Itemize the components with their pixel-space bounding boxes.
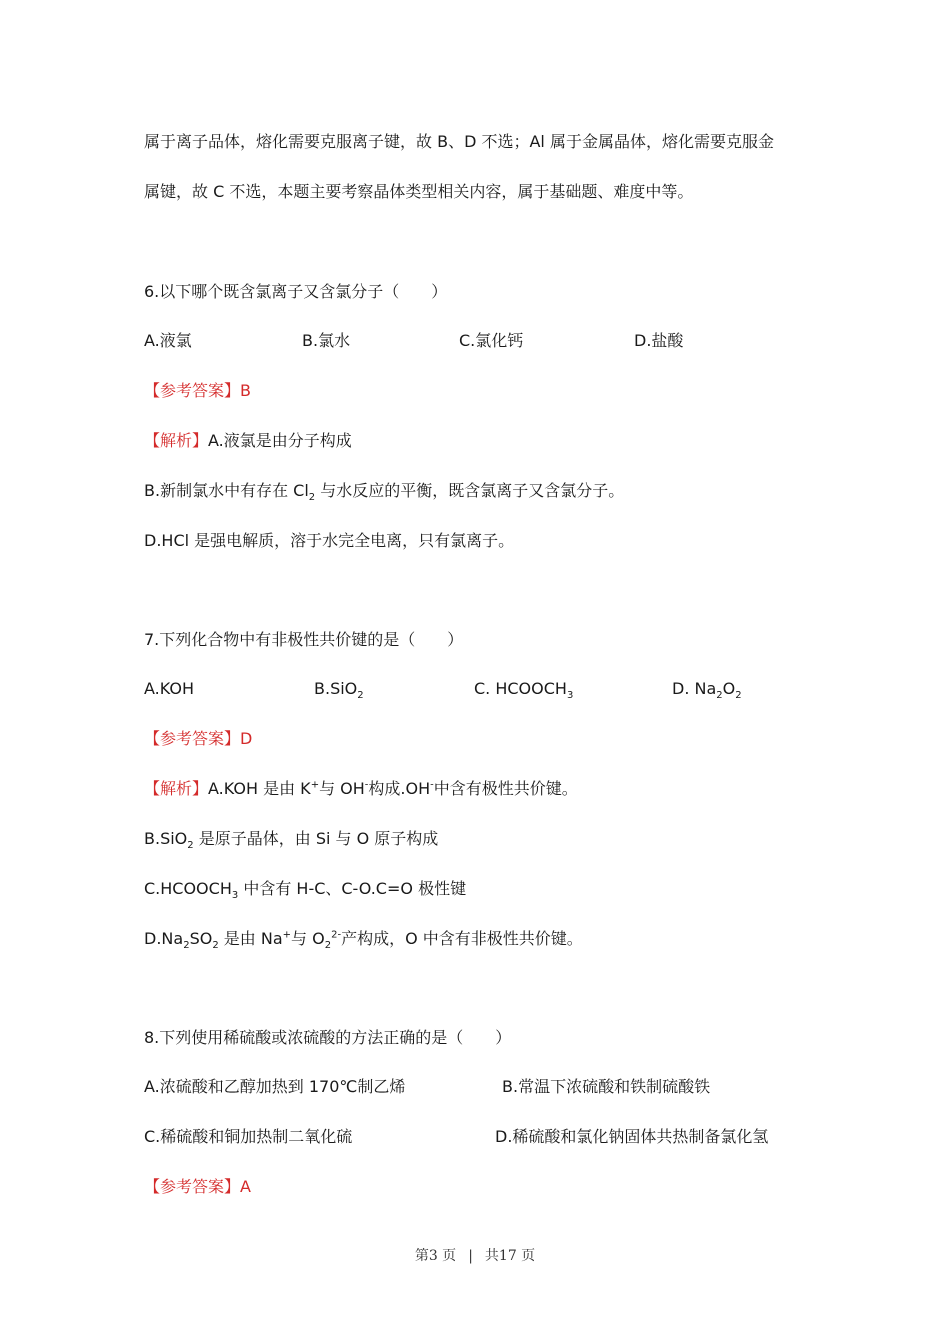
text: B.SiO: [314, 679, 358, 698]
question-7-stem: 7.下列化合物中有非极性共价键的是（ ）: [144, 630, 464, 649]
subscript: 2: [183, 940, 190, 952]
superscript: 2-: [331, 929, 342, 941]
page-number: 第3 页: [414, 1248, 457, 1264]
analysis-text: A.液氯是由分子构成: [208, 431, 352, 450]
subscript: 3: [231, 890, 239, 902]
page-total: 共17 页: [484, 1248, 536, 1264]
superscript: -: [364, 779, 369, 791]
text: 中含有 H-C、C-O.C=O 极性键: [238, 879, 467, 898]
q6-answer: [144, 380, 251, 402]
q7-analysis-3: [144, 878, 466, 900]
text: 中含有极性共价键。: [433, 779, 578, 798]
subscript: 2: [735, 690, 742, 702]
q7-option-c: [474, 678, 573, 700]
q6-option-c: C.氯化钙: [459, 331, 524, 350]
analysis-tag: 【解析】: [144, 431, 209, 450]
subscript: 2: [716, 690, 723, 702]
q8-option-a: A.浓硫酸和乙醇加热到 170℃制乙烯: [144, 1077, 406, 1096]
text: 构成.OH: [368, 779, 431, 798]
text: SO: [189, 929, 213, 948]
question-6-stem: 6.以下哪个既含氯离子又含氯分子（ ）: [144, 282, 448, 301]
text: O: [722, 679, 736, 698]
subscript: 2: [187, 840, 194, 852]
text: C.HCOOCH: [144, 879, 232, 898]
analysis-tag: 【解析】: [144, 779, 209, 798]
q8-option-d: D.稀硫酸和氯化钠固体共热制备氯化氢: [495, 1127, 769, 1146]
subscript: 2: [212, 940, 219, 952]
superscript: +: [310, 779, 320, 791]
text: B.SiO: [144, 829, 188, 848]
answer-value: D: [240, 729, 253, 748]
q7-option-a: A.KOH: [144, 679, 194, 698]
superscript: +: [282, 929, 292, 941]
intro-line-2: 属键，故 C 不选，本题主要考察晶体类型相关内容，属于基础题、难度中等。: [144, 182, 694, 201]
q6-analysis-2: [144, 480, 624, 502]
q7-analysis-4: [144, 928, 583, 950]
text: 产构成，O 中含有非极性共价键。: [341, 929, 583, 948]
answer-tag: 【参考答案】: [144, 1177, 241, 1196]
q7-option-d: [672, 678, 742, 700]
text: B.新制氯水中有存在 Cl: [144, 481, 309, 500]
q8-answer: [144, 1176, 251, 1198]
subscript: 2: [308, 492, 316, 504]
q8-option-c: C.稀硫酸和铜加热制二氧化硫: [144, 1127, 353, 1146]
q7-answer: [144, 728, 252, 750]
text: D.Na: [144, 929, 184, 948]
answer-value: A: [240, 1177, 251, 1196]
q6-analysis-3: D.HCl 是强电解质，溶于水完全电离，只有氯离子。: [144, 531, 515, 550]
subscript: 2: [357, 690, 364, 702]
answer-tag: 【参考答案】: [144, 381, 241, 400]
text: 与 O: [291, 929, 325, 948]
text: C. HCOOCH: [474, 679, 567, 698]
intro-line-1: 属于离子品体，熔化需要克服离子键，故 B、D 不选；Al 属于金属晶体，熔化需要克服金: [144, 132, 774, 151]
page-footer: [0, 1245, 950, 1265]
text: 与水反应的平衡，既含氯离子又含氯分子。: [315, 481, 625, 500]
text: A.KOH 是由 K: [208, 779, 311, 798]
text: 是由 Na: [218, 929, 283, 948]
q7-option-b: [314, 678, 364, 700]
footer-separator: |: [468, 1248, 473, 1264]
q6-option-a: A.液氯: [144, 331, 192, 350]
superscript: -: [430, 779, 434, 791]
question-8-stem: 8.下列使用稀硫酸或浓硫酸的方法正确的是（ ）: [144, 1028, 512, 1047]
q6-option-b: B.氯水: [302, 331, 351, 350]
q6-analysis-1: [144, 430, 352, 452]
text: 与 OH: [319, 779, 365, 798]
text: D. Na: [672, 679, 717, 698]
answer-tag: 【参考答案】: [144, 729, 241, 748]
q6-option-d: D.盐酸: [634, 331, 684, 350]
subscript: 3: [566, 690, 574, 702]
answer-value: B: [240, 381, 251, 400]
q8-option-b: B.常温下浓硫酸和铁制硫酸铁: [502, 1077, 711, 1096]
subscript: 2: [324, 940, 332, 952]
text: 是原子晶体，由 Si 与 O 原子构成: [193, 829, 439, 848]
q7-analysis-2: [144, 828, 438, 850]
q7-analysis-1: [144, 778, 578, 800]
